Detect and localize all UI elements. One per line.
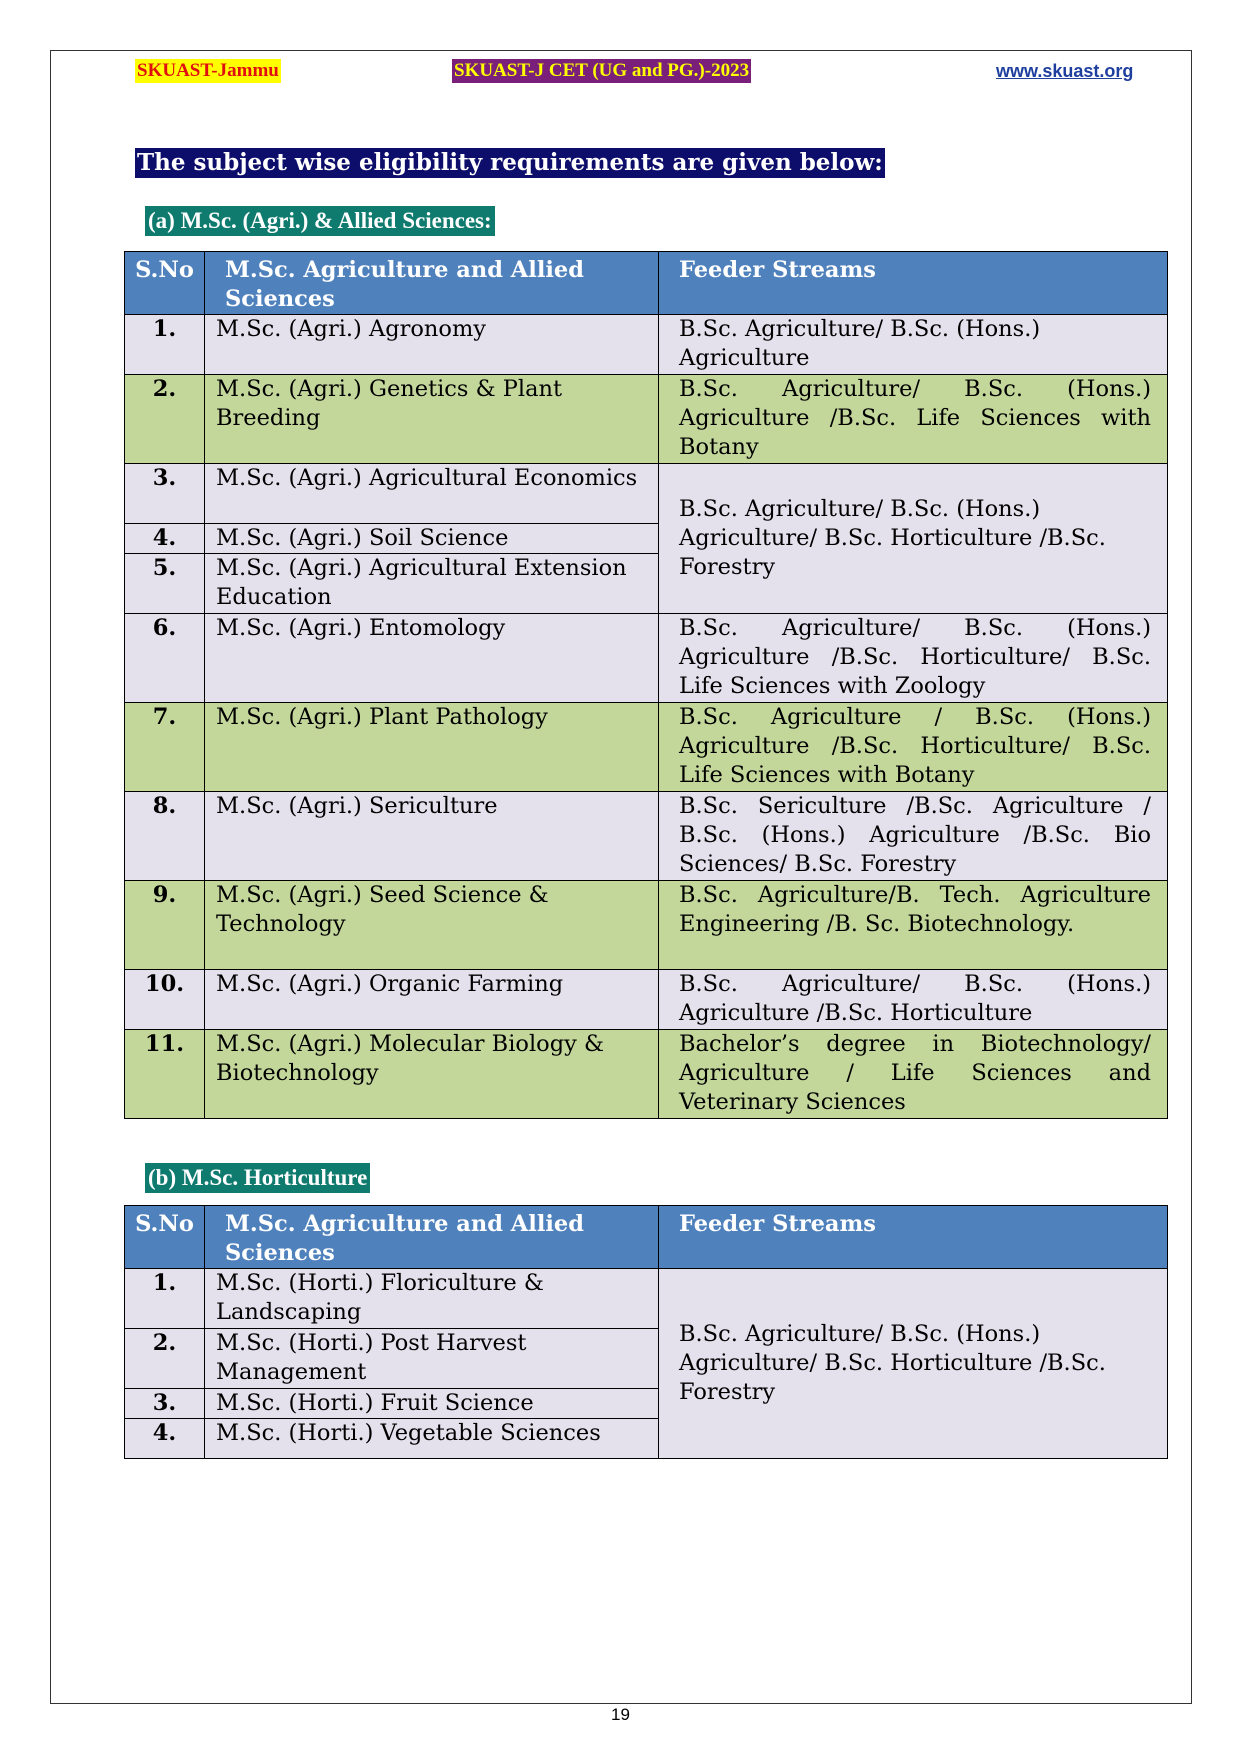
cell-sno: 3. bbox=[125, 1389, 205, 1419]
cell-feeder: Bachelor’s degree in Biotechnology/ Agriculture / Life Sciences and Veterinary Sciences bbox=[659, 1030, 1168, 1119]
cell-course: M.Sc. (Horti.) Vegetable Sciences bbox=[205, 1419, 659, 1459]
table-row bbox=[125, 464, 1168, 524]
table-header-row bbox=[125, 252, 1168, 315]
cell-course: M.Sc. (Agri.) Sericulture bbox=[205, 792, 659, 881]
cell-feeder: B.Sc. Agriculture/ B.Sc. (Hons.) Agriculture /B.Sc. Life Sciences with Botany bbox=[659, 375, 1168, 464]
cell-feeder: B.Sc. Agriculture/ B.Sc. (Hons.) Agriculture bbox=[659, 315, 1168, 375]
cell-course: M.Sc. (Horti.) Post Harvest Management bbox=[205, 1329, 659, 1389]
table-row bbox=[125, 1030, 1168, 1119]
section-a-title: (a) M.Sc. (Agri.) & Allied Sciences: bbox=[145, 206, 495, 236]
table-row bbox=[125, 1269, 1168, 1329]
cell-sno: 1. bbox=[125, 1269, 205, 1329]
header-institution: SKUAST-Jammu bbox=[137, 60, 279, 81]
table-horti bbox=[124, 1205, 1168, 1459]
cell-sno: 7. bbox=[125, 703, 205, 792]
cell-course: M.Sc. (Agri.) Seed Science & Technology bbox=[205, 881, 659, 970]
cell-sno: 8. bbox=[125, 792, 205, 881]
section-b-title: (b) M.Sc. Horticulture bbox=[145, 1163, 370, 1193]
header-website-link[interactable]: www.skuast.org bbox=[996, 61, 1134, 81]
cell-sno: 5. bbox=[125, 554, 205, 614]
cell-course: M.Sc. (Agri.) Organic Farming bbox=[205, 970, 659, 1030]
cell-sno: 10. bbox=[125, 970, 205, 1030]
cell-feeder: B.Sc. Agriculture/B. Tech. Agriculture Engineering /B. Sc. Biotechnology. bbox=[659, 881, 1168, 970]
col-header-course: M.Sc. Agriculture and Allied Sciences bbox=[205, 252, 659, 315]
cell-sno: 2. bbox=[125, 1329, 205, 1389]
page-number: 19 bbox=[611, 1705, 630, 1724]
cell-course: M.Sc. (Horti.) Floriculture & Landscaping bbox=[205, 1269, 659, 1329]
intro-heading: The subject wise eligibility requirements are given below: bbox=[137, 149, 883, 176]
table-row bbox=[125, 970, 1168, 1030]
table-agri bbox=[124, 251, 1168, 1119]
table-row bbox=[125, 614, 1168, 703]
cell-course: M.Sc. (Agri.) Agricultural Extension Education bbox=[205, 554, 659, 614]
cell-feeder: B.Sc. Agriculture/ B.Sc. (Hons.) Agriculture /B.Sc. Horticulture/ B.Sc. Life Sciences with Zoology bbox=[659, 614, 1168, 703]
col-header-course: M.Sc. Agriculture and Allied Sciences bbox=[205, 1206, 659, 1269]
cell-feeder: B.Sc. Agriculture / B.Sc. (Hons.) Agriculture /B.Sc. Horticulture/ B.Sc. Life Sciences with Botany bbox=[659, 703, 1168, 792]
cell-course: M.Sc. (Agri.) Agricultural Economics bbox=[205, 464, 659, 524]
cell-course: M.Sc. (Horti.) Fruit Science bbox=[205, 1389, 659, 1419]
cell-sno: 1. bbox=[125, 315, 205, 375]
table-row bbox=[125, 375, 1168, 464]
cell-course: M.Sc. (Agri.) Agronomy bbox=[205, 315, 659, 375]
col-header-feeder: Feeder Streams bbox=[659, 1206, 1168, 1269]
table-row bbox=[125, 881, 1168, 970]
cell-course: M.Sc. (Agri.) Molecular Biology & Biotechnology bbox=[205, 1030, 659, 1119]
cell-feeder: B.Sc. Agriculture/ B.Sc. (Hons.) Agriculture /B.Sc. Horticulture bbox=[659, 970, 1168, 1030]
header-exam-title: SKUAST-J CET (UG and PG.)-2023 bbox=[454, 60, 750, 81]
col-header-sno: S.No bbox=[125, 1206, 205, 1269]
cell-feeder: B.Sc. Sericulture /B.Sc. Agriculture / B.Sc. (Hons.) Agriculture /B.Sc. Bio Sciences/ B.Sc. Forestry bbox=[659, 792, 1168, 881]
cell-course: M.Sc. (Agri.) Entomology bbox=[205, 614, 659, 703]
table-row bbox=[125, 792, 1168, 881]
table-row bbox=[125, 315, 1168, 375]
col-header-feeder: Feeder Streams bbox=[659, 252, 1168, 315]
cell-sno: 9. bbox=[125, 881, 205, 970]
table-header-row bbox=[125, 1206, 1168, 1269]
cell-sno: 4. bbox=[125, 1419, 205, 1459]
col-header-sno: S.No bbox=[125, 252, 205, 315]
cell-sno: 6. bbox=[125, 614, 205, 703]
cell-course: M.Sc. (Agri.) Soil Science bbox=[205, 524, 659, 554]
cell-sno: 4. bbox=[125, 524, 205, 554]
cell-sno: 11. bbox=[125, 1030, 205, 1119]
table-row bbox=[125, 703, 1168, 792]
cell-feeder-merged: B.Sc. Agriculture/ B.Sc. (Hons.) Agriculture/ B.Sc. Horticulture /B.Sc. Forestry bbox=[659, 1269, 1168, 1459]
cell-sno: 2. bbox=[125, 375, 205, 464]
cell-course: M.Sc. (Agri.) Plant Pathology bbox=[205, 703, 659, 792]
cell-course: M.Sc. (Agri.) Genetics & Plant Breeding bbox=[205, 375, 659, 464]
cell-feeder-merged: B.Sc. Agriculture/ B.Sc. (Hons.) Agriculture/ B.Sc. Horticulture /B.Sc. Forestry bbox=[659, 464, 1168, 614]
cell-sno: 3. bbox=[125, 464, 205, 524]
